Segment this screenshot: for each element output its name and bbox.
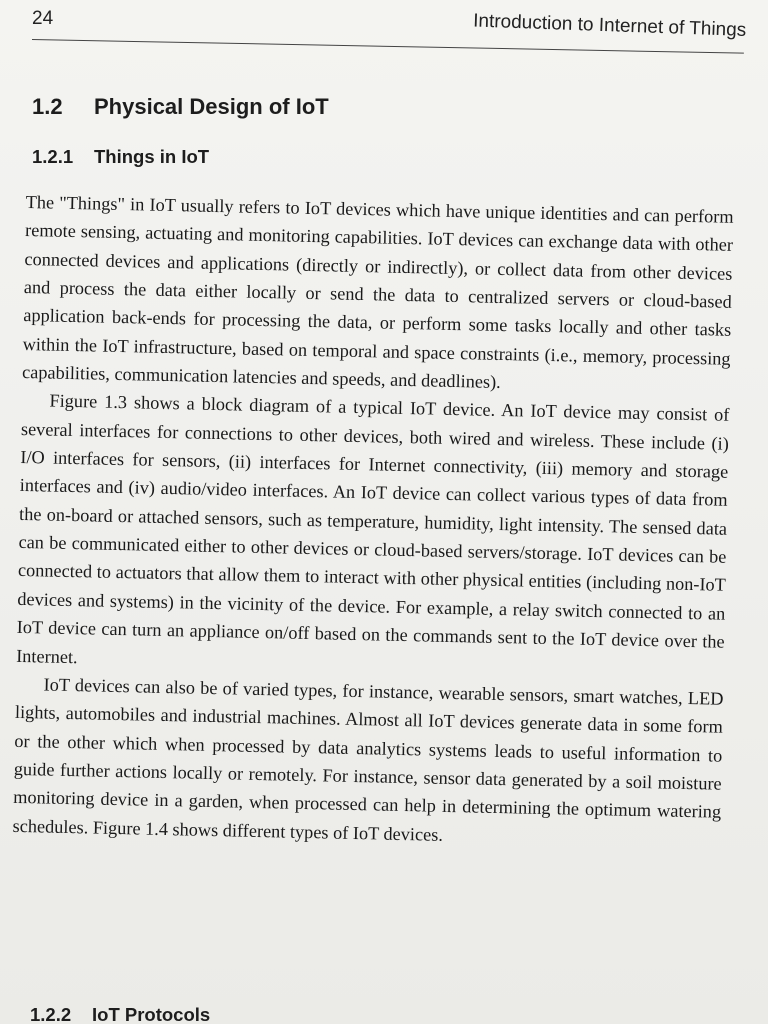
subsection-heading	[32, 146, 209, 168]
section-number: 1.2	[32, 94, 63, 119]
paragraph: Figure 1.3 shows a block diagram of a typical IoT device. An IoT device may consist of several interfaces for connections to other devices, both wired and wireless. These include (i) I/O interfaces for sensors, (ii) interfaces for Internet connectivity, (iii) memory and storage interfaces and (iv) audio/video interfaces. An IoT device can collect various types of data from the on-board or attached sensors, such as temperature, humidity, light intensity. The sensed data can be communicated either to other devices or cloud-based servers/storage. IoT devices can be connected to actuators that allow them to interact with other physical entities (including non-IoT devices and systems) in the vicinity of the device. For example, a relay switch connected to an IoT device can turn an appliance on/off based on the commands sent to the IoT device over the Internet.	[15, 390, 730, 667]
page-number: 24	[32, 8, 54, 29]
paragraph: IoT devices can also be of varied types, for instance, wearable sensors, smart watches, LED lights, automobiles and industrial machines. Almost all IoT devices generate data in some form or the other which when processed by data analytics systems leads to useful information to guide further actions locally or remotely. For instance, sensor data generated by a soil moisture monitoring device in a garden, when processed can help in determining the optimum watering schedules. Figure 1.4 shows different types of IoT devices.	[12, 674, 724, 845]
paragraph: The "Things" in IoT usually refers to IoT devices which have unique identities and can perform remote sensing, actuating and monitoring capabilities. IoT devices can exchange data with other connected devices and applications (directly or indirectly), or collect data from other devices and process the data either locally or send the data to centralized servers or cloud-based application back-ends for processing the data, or perform some tasks locally and other tasks within the IoT infrastructure, based on temporal and space constraints (i.e., memory, processing capabilities, communication latencies and speeds, and deadlines).	[21, 191, 734, 393]
next-subsection-heading	[30, 1004, 210, 1024]
subsection-number: 1.2.1	[32, 146, 74, 167]
subsection-title: Things in IoT	[94, 146, 210, 167]
next-subsection-title: IoT Protocols	[92, 1004, 211, 1024]
body-text	[12, 188, 733, 855]
header-rule	[32, 39, 744, 54]
section-heading	[32, 94, 329, 120]
running-header-title: Introduction to Internet of Things	[472, 10, 747, 41]
next-subsection-number: 1.2.2	[30, 1004, 72, 1024]
section-title: Physical Design of IoT	[94, 94, 329, 119]
